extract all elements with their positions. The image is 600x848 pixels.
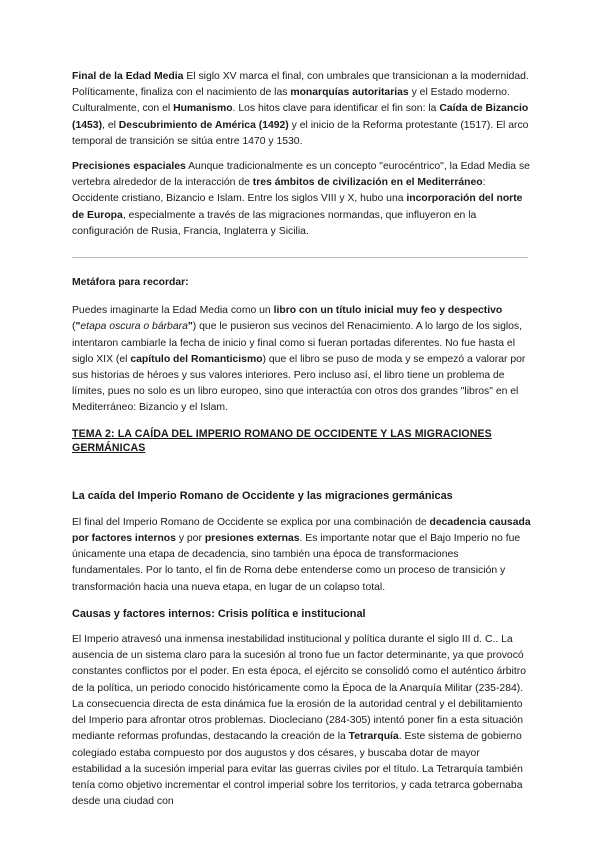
text: El final del Imperio Romano de Occidente se explica por una combinación de	[72, 516, 430, 528]
text: , especialmente a través de las migraciones normandas, que influyeron en la configuración de Rusia, Francia, Inglaterra y Sicilia.	[72, 209, 477, 237]
text: Puedes imaginarte la Edad Media como un	[72, 305, 274, 317]
text: . Este sistema de gobierno colegiado estaba compuesto por dos augustos y dos césares, y buscaba dotar de mayor estabilidad a la sucesión imperial para evitar las guerras civiles por el título. La Tetrarquía también tenía como objetivo incrementar el control imperial sobre los territorios, y cada tetrarca gobernaba desde una ciudad con	[72, 731, 523, 808]
bold-term: capítulo del Romanticismo	[130, 353, 263, 365]
spatial-precisions-paragraph	[72, 159, 532, 240]
bold-term: Tetrarquía	[348, 731, 399, 743]
text: . Los hitos clave para identificar el fin son: la	[232, 103, 440, 115]
bold-term: tres ámbitos de civilización en el Mediterráneo	[252, 177, 483, 189]
fall-paragraph	[72, 515, 532, 596]
causes-paragraph	[72, 632, 532, 810]
topic-title: TEMA 2: LA CAÍDA DEL IMPERIO ROMANO DE OCCIDENTE Y LAS MIGRACIONES GERMÁNICAS	[72, 427, 492, 454]
bold-term: libro con un título inicial muy feo y despectivo	[273, 305, 503, 317]
metaphor-heading: Metáfora para recordar:	[72, 277, 189, 289]
text: ) que le pusieron sus vecinos del Renacimiento. A lo largo de los siglos, intentaron cambiarle la fecha de inicio y final como si fueran portadas diferentes. No fue hasta el siglo XIX (el	[72, 321, 523, 365]
section-subtitle: La caída del Imperio Romano de Occidente y las migraciones germánicas	[72, 489, 453, 502]
end-label: Final de la Edad Media	[72, 71, 184, 82]
space-label: Precisiones espaciales	[72, 161, 186, 173]
text: y por	[175, 533, 205, 545]
bold-term: Descubrimiento de América (1492)	[118, 119, 289, 131]
bold-term: incorporación del norte de Europa	[72, 193, 523, 221]
end-of-middle-ages-paragraph	[72, 69, 532, 150]
text: , el	[102, 119, 119, 131]
text: y el Estado moderno. Culturalmente, con el	[72, 87, 510, 115]
bold-term: Humanismo	[173, 103, 233, 115]
text: El siglo XV marca el final, con umbrales que transicionan a la modernidad. Políticamente, finaliza con el nacimiento de las	[72, 71, 529, 99]
bold-term: Caída de Bizancio (1453)	[72, 103, 529, 131]
page-content	[72, 69, 532, 810]
bold-term: presiones externas	[204, 533, 300, 545]
bold-term: decadencia causada por factores internos	[72, 516, 531, 545]
causes-subtitle: Causas y factores internos: Crisis política e institucional	[72, 607, 366, 620]
text: . Es importante notar que el Bajo Imperio no fue únicamente una etapa de decadencia, sino también una época de transformaciones fundamentales. Por lo tanto, el fin de Roma debe entenderse como un proceso de transición y transformación hacia una nueva etapa, en lugar de un colapso total.	[72, 533, 521, 593]
metaphor-paragraph	[72, 303, 532, 416]
text: El Imperio atravesó una inmensa inestabilidad institucional y política durante el siglo III d. C.. La ausencia de un sistema claro para la sucesión al trono fue un factor determinante, ya que provocó constantes conflictos por el poder. En esta época, el ejército se consolidó como el auténtico árbitro de la política, un periodo conocido históricamente como la Época de la Anarquía Militar (235-284). La consecuencia directa de esta dinámica fue la erosión de la autoridad central y el debilitamiento del Imperio para afrontar otros problemas. Diocleciano (284-305) intentó poner fin a esta situación mediante reformas profundas, destacando la creación de la	[72, 634, 526, 743]
italic-quote: etapa oscura o bárbara	[80, 321, 188, 333]
text: : Occidente cristiano, Bizancio e Islam. Entre los siglos VIII y X, hubo una	[72, 177, 486, 205]
quote-mark: "	[75, 321, 81, 333]
section-divider	[72, 257, 528, 258]
bold-term: monarquías autoritarias	[290, 87, 409, 99]
text: y el inicio de la Reforma protestante (1517). El arco temporal de transición se sitúa entre 1470 y 1530.	[72, 119, 529, 147]
text: (	[72, 321, 76, 333]
text: ) que el libro se puso de moda y se empezó a valorar por sus historias de héroes y sus valores interiores. Pero incluso así, el libro tiene un problema de límites, pues no solo es un libro europeo, sino que interactúa con otros dos grandes "libros" en el Mediterráneo: Bizancio y el Islam.	[72, 353, 526, 414]
text: Aunque tradicionalmente es un concepto "eurocéntrico", la Edad Media se vertebra alrededor de la interacción de	[72, 161, 530, 189]
quote-mark: "	[187, 321, 193, 333]
